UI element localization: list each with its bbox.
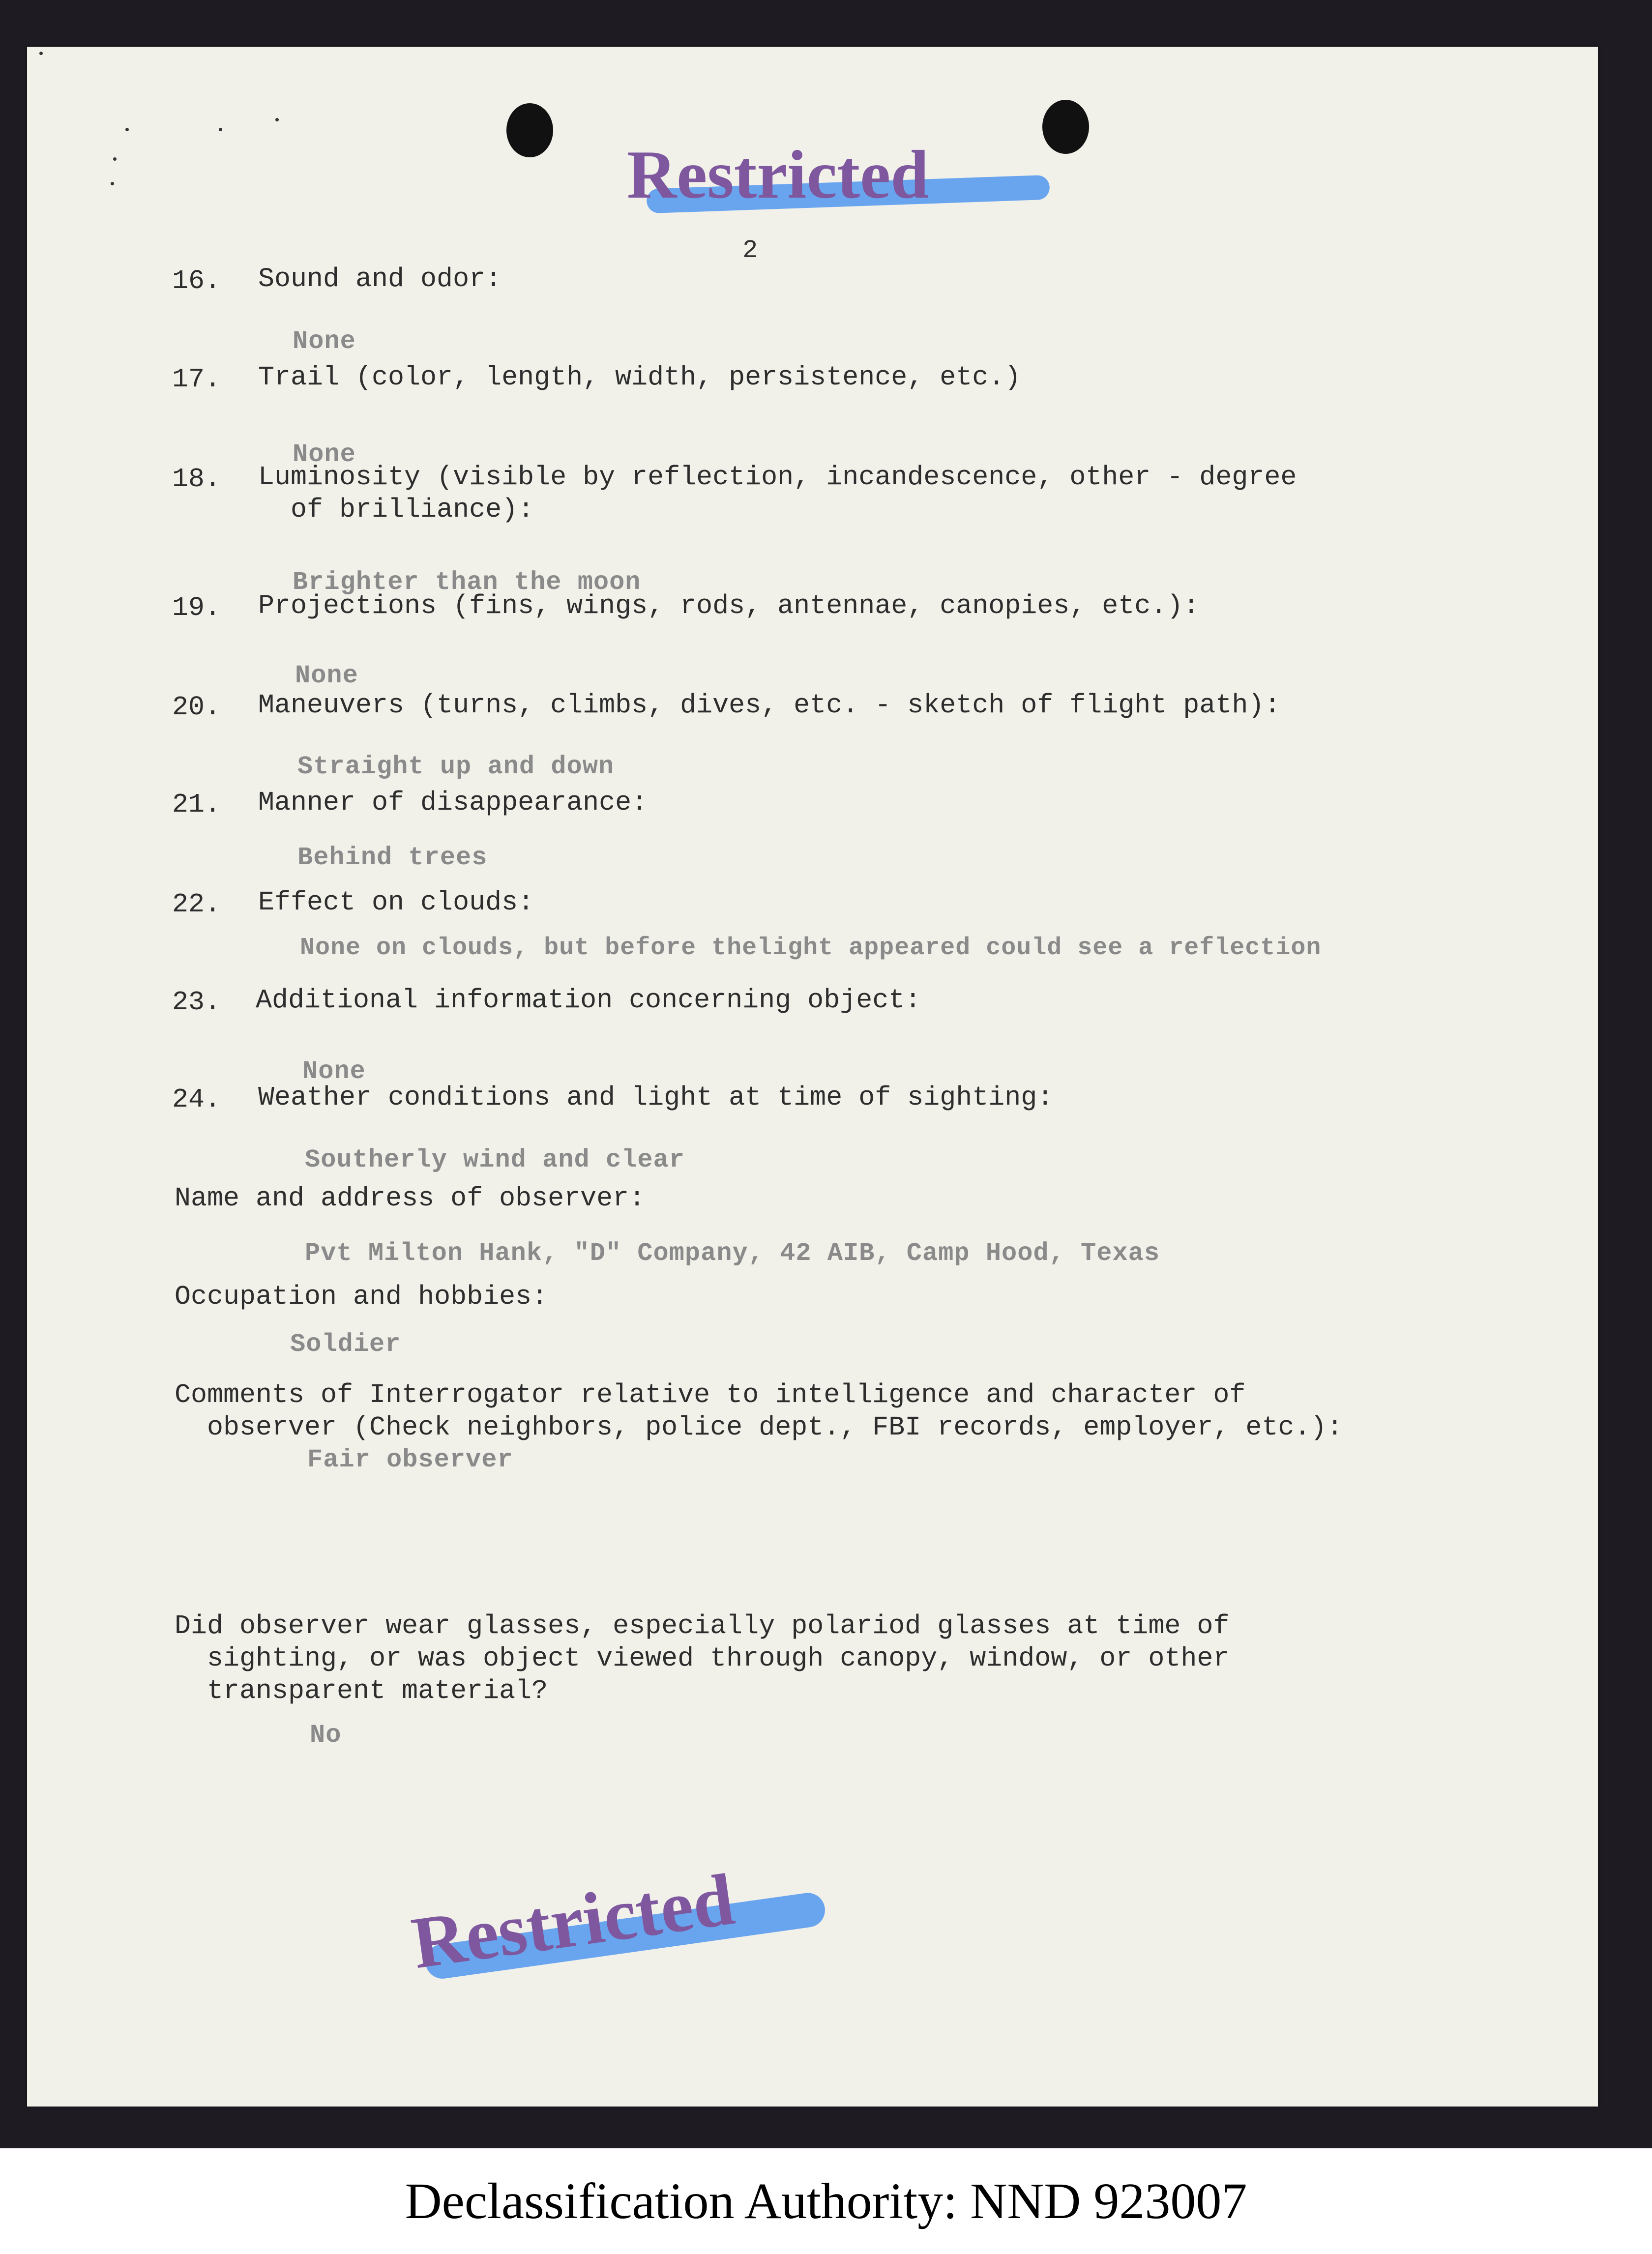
comments-label: Comments of Interrogator relative to intelligence and character of observer (Check neighbors, police dept., FBI records, employer, etc.): xyxy=(175,1379,1343,1443)
speck xyxy=(125,128,129,131)
item-answer: None xyxy=(293,440,356,469)
item-number: 19. xyxy=(172,592,221,623)
speck xyxy=(111,182,114,185)
item-label: Luminosity (visible by reflection, incandescence, other - degree of brilliance): xyxy=(258,462,1297,525)
glasses-label: Did observer wear glasses, especially polariod glasses at time of sighting, or was object viewed through canopy, window, or other transparent material? xyxy=(175,1610,1230,1706)
item-number: 24. xyxy=(172,1084,221,1115)
page-number: 2 xyxy=(742,236,758,265)
observer-answer: Pvt Milton Hank, "D" Company, 42 AIB, Camp Hood, Texas xyxy=(305,1239,1160,1268)
item-label: Projections (fins, wings, rods, antennae, canopies, etc.): xyxy=(258,590,1200,621)
item-label: Sound and odor: xyxy=(258,263,502,294)
glasses-answer: No xyxy=(310,1721,342,1750)
item-answer: None xyxy=(302,1057,366,1086)
speck xyxy=(219,128,222,131)
item-answer: Straight up and down xyxy=(297,752,615,781)
item-number: 16. xyxy=(172,265,221,296)
document-page xyxy=(27,47,1598,2107)
item-answer: Southerly wind and clear xyxy=(305,1145,685,1174)
speck xyxy=(275,118,279,121)
item-label: Trail (color, length, width, persistence, etc.) xyxy=(258,362,1021,393)
item-number: 17. xyxy=(172,364,221,395)
item-answer: None on clouds, but before thelight appeared could see a reflection xyxy=(300,934,1322,962)
item-number: 23. xyxy=(172,987,221,1018)
occupation-answer: Soldier xyxy=(290,1330,401,1359)
item-label: Maneuvers (turns, climbs, dives, etc. - sketch of flight path): xyxy=(258,690,1281,721)
item-label: Weather conditions and light at time of sighting: xyxy=(258,1082,1054,1113)
stamp-text: Restricted xyxy=(407,1858,739,1985)
speck xyxy=(39,52,43,55)
item-number: 20. xyxy=(172,692,221,723)
restricted-stamp-top xyxy=(627,135,1069,219)
declassification-footer: Declassification Authority: NND 923007 xyxy=(405,2173,1247,2229)
item-label: Effect on clouds: xyxy=(258,887,534,918)
item-number: 18. xyxy=(172,464,221,495)
restricted-stamp-bottom xyxy=(407,1841,862,2019)
stamp-text: Restricted xyxy=(627,137,929,213)
item-label: Manner of disappearance: xyxy=(258,787,648,818)
item-number: 21. xyxy=(172,789,221,820)
speck xyxy=(113,157,117,161)
item-label: Additional information concerning object: xyxy=(256,985,921,1016)
item-answer: Behind trees xyxy=(297,843,488,872)
occupation-label: Occupation and hobbies: xyxy=(175,1281,548,1312)
item-answer: None xyxy=(293,327,356,356)
comments-answer: Fair observer xyxy=(307,1445,513,1474)
item-answer: Brighter than the moon xyxy=(293,568,641,597)
punch-hole-left xyxy=(506,103,553,157)
observer-label: Name and address of observer: xyxy=(175,1183,646,1214)
item-number: 22. xyxy=(172,889,221,920)
item-answer: None xyxy=(295,661,358,690)
